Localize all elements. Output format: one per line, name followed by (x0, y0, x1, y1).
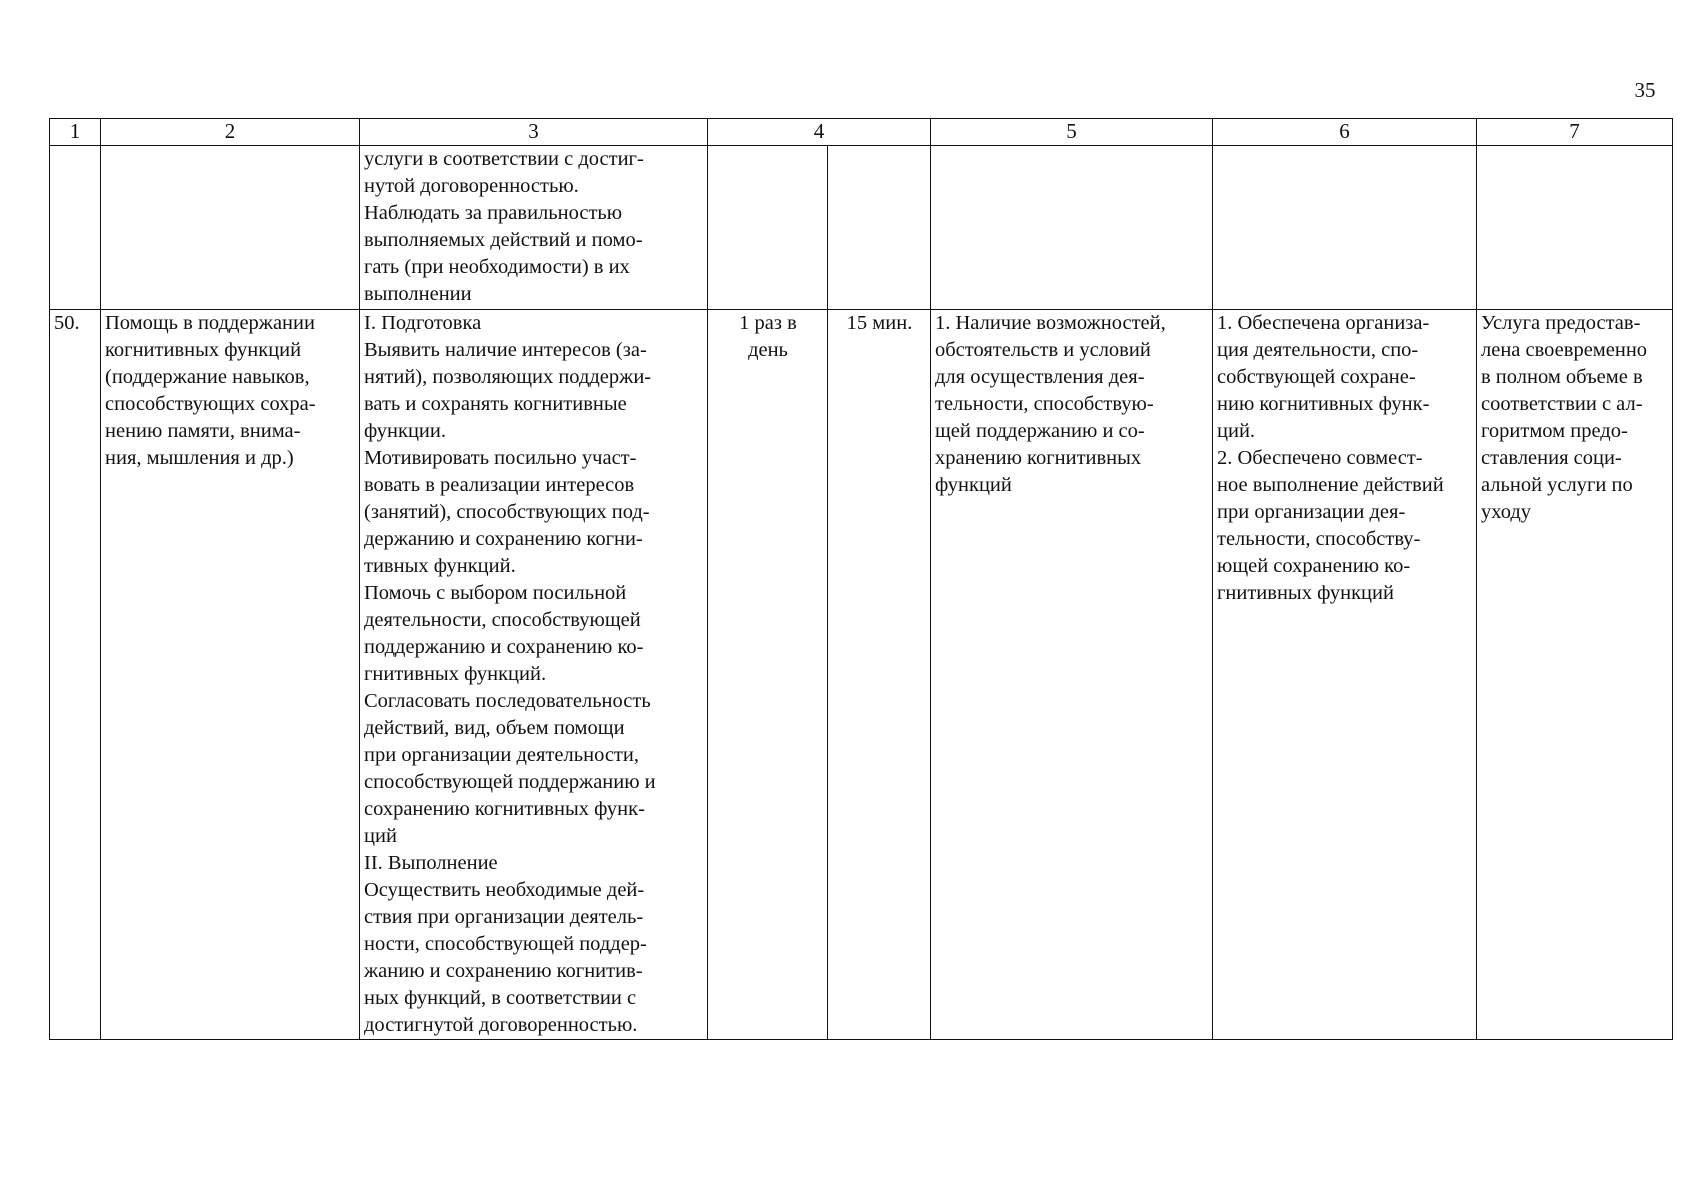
text-line: ствия при организации деятель- (364, 906, 644, 928)
column-header-3: 3 (360, 119, 708, 146)
text-line: щей поддержанию и со- (935, 420, 1145, 442)
service-conditions-cell (931, 310, 1213, 1040)
text-line: 1. Наличие возможностей, (935, 312, 1166, 334)
service-evaluation-cell (1477, 310, 1673, 1040)
text-line: сохранению когнитивных функ- (364, 798, 645, 820)
text-line: собствующей сохране- (1217, 366, 1416, 388)
text-line: держанию и сохранению когни- (364, 528, 643, 550)
text-line: жанию и сохранению когнитив- (364, 960, 643, 982)
column-header-row (50, 119, 1673, 146)
text-line: хранению когнитивных (935, 447, 1142, 469)
text-line: действий, вид, объем помощи (364, 717, 625, 739)
service-number: 50. (54, 312, 80, 334)
text-line: выполнении (364, 283, 472, 305)
continuation-number-cell (50, 146, 101, 310)
continuation-procedure-cell (360, 146, 708, 310)
text-line: гать (при необходимости) в их (364, 256, 630, 278)
continuation-results-cell (1213, 146, 1477, 310)
text-line: Услуга предостав- (1481, 312, 1641, 334)
column-header-6: 6 (1213, 119, 1477, 146)
text-line: день (748, 339, 788, 361)
section-heading: II. Выполнение (364, 852, 498, 874)
text-line: способствующей поддержанию и (364, 771, 656, 793)
continuation-duration-cell (828, 146, 931, 310)
text-line: соответствии с ал- (1481, 393, 1643, 415)
text-line: достигнутой договоренностью. (364, 1014, 638, 1036)
service-procedure-cell (360, 310, 708, 1040)
service-frequency-cell (708, 310, 828, 1040)
text-line: ция деятельности, спо- (1217, 339, 1419, 361)
text-line: Наблюдать за правильностью (364, 202, 623, 224)
text-line: выполняемых действий и помо- (364, 229, 643, 251)
text-line: тельности, способствую- (935, 393, 1154, 415)
page-number: 35 (1634, 78, 1656, 102)
service-name-cell (101, 310, 360, 1040)
text-line: в полном объеме в (1481, 366, 1643, 388)
text-line: гнитивных функций. (364, 663, 547, 685)
text-line: Мотивировать посильно участ- (364, 447, 637, 469)
text-line: 1 раз в (739, 312, 797, 334)
text-line: уходу (1481, 501, 1532, 523)
text-line: нятий), позволяющих поддержи- (364, 366, 652, 388)
text-line: 2. Обеспечено совмест- (1217, 447, 1423, 469)
column-header-5: 5 (931, 119, 1213, 146)
service-row-50 (50, 310, 1673, 1040)
text-line: (поддержание навыков, (105, 366, 310, 388)
text-line: функции. (364, 420, 446, 442)
text-line: гнитивных функций (1217, 582, 1394, 604)
text-line: тивных функций. (364, 555, 516, 577)
text-line: деятельности, способствующей (364, 609, 641, 631)
text-line: для осуществления дея- (935, 366, 1145, 388)
text-line: ставления соци- (1481, 447, 1622, 469)
continuation-conditions-cell (931, 146, 1213, 310)
text-line: лена своевременно (1481, 339, 1648, 361)
text-line: нению памяти, внима- (105, 420, 301, 442)
continuation-evaluation-cell (1477, 146, 1673, 310)
continuation-name-cell (101, 146, 360, 310)
text-line: ющей сохранению ко- (1217, 555, 1411, 577)
section-heading: I. Подготовка (364, 312, 482, 334)
text-line: при организации дея- (1217, 501, 1406, 523)
text-line: Помочь с выбором посильной (364, 582, 627, 604)
service-results-cell (1213, 310, 1477, 1040)
text-line: 1. Обеспечена организа- (1217, 312, 1430, 334)
text-line: ных функций, в соответствии с (364, 987, 637, 1009)
text-line: ций. (1217, 420, 1256, 442)
text-line: вовать в реализации интересов (364, 474, 635, 496)
text-line: ности, способствующей поддер- (364, 933, 647, 955)
text-line: Осуществить необходимые дей- (364, 879, 645, 901)
text-line: Помощь в поддержании (105, 312, 315, 334)
text-line: альной услуги по (1481, 474, 1633, 496)
text-line: функций (935, 474, 1012, 496)
text-line: способствующих сохра- (105, 393, 316, 415)
service-number-cell (50, 310, 101, 1040)
text-line: Согласовать последовательность (364, 690, 651, 712)
text-line: нию когнитивных функ- (1217, 393, 1430, 415)
text-line: нутой договоренностью. (364, 175, 579, 197)
text-line: (занятий), способствующих под- (364, 501, 650, 523)
service-duration-cell (828, 310, 931, 1040)
column-header-4: 4 (708, 119, 931, 146)
continuation-row (50, 146, 1673, 310)
column-header-7: 7 (1477, 119, 1673, 146)
column-header-1: 1 (50, 119, 101, 146)
duration-value: 15 мин. (846, 312, 913, 334)
text-line: услуги в соответствии с достиг- (364, 148, 644, 170)
column-header-2: 2 (101, 119, 360, 146)
text-line: вать и сохранять когнитивные (364, 393, 627, 415)
text-line: ния, мышления и др.) (105, 447, 294, 469)
text-line: ное выполнение действий (1217, 474, 1444, 496)
services-table (49, 118, 1673, 1040)
text-line: при организации деятельности, (364, 744, 639, 766)
text-line: горитмом предо- (1481, 420, 1628, 442)
text-line: поддержанию и сохранению ко- (364, 636, 644, 658)
text-line: обстоятельств и условий (935, 339, 1151, 361)
text-line: Выявить наличие интересов (за- (364, 339, 647, 361)
text-line: когнитивных функций (105, 339, 302, 361)
text-line: ций (364, 825, 397, 847)
text-line: тельности, способству- (1217, 528, 1421, 550)
continuation-frequency-cell (708, 146, 828, 310)
